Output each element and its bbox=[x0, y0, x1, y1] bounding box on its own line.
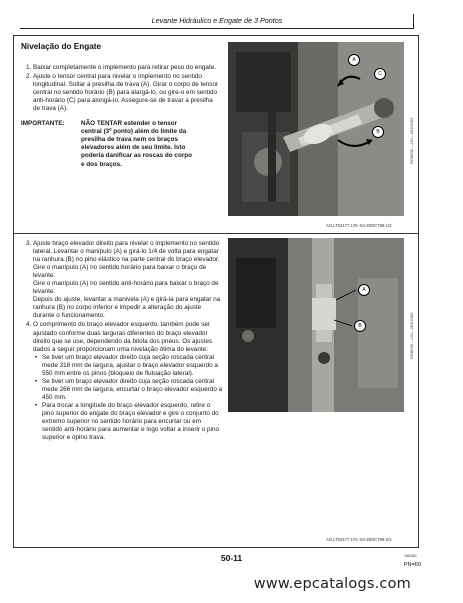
step-4 bbox=[33, 321, 223, 442]
step-3-p3: Gire o manípulo (A) no sentido anti-horário para baixar o braço de levante. bbox=[33, 280, 219, 296]
pn-code: PN=60 bbox=[403, 562, 421, 568]
header-mark bbox=[413, 14, 414, 28]
section-hitch-leveling bbox=[13, 35, 419, 234]
header-title: Levante Hidráulico e Engate de 3 Pontos bbox=[151, 16, 283, 25]
section-title: Nivelação do Engate bbox=[21, 42, 102, 51]
lift-arm-illustration bbox=[228, 238, 404, 412]
section2-reference: AG,LT04177,176 -54-28OCT99-2/2 bbox=[326, 537, 392, 542]
page-number: 50-11 bbox=[220, 553, 243, 563]
bullet-3: • Para trocar a longitude do braço elevador esquerdo, retire o pino superior do engate do braço elevador e gire o conjunto do extremo superior no sentido horário para encurtar ou em sentido anti-horário para aumentar e logo voltar a inserir o pino superior e opino trava. bbox=[42, 402, 223, 442]
page-header bbox=[20, 10, 414, 29]
photo2-code: RG8636 —UN—26JUN02 bbox=[409, 312, 414, 359]
top-link-photo bbox=[228, 42, 404, 216]
watermark-link[interactable]: www.epcatalogs.com bbox=[253, 576, 411, 592]
bullet-1: • Se tiver um braço elevador direito cuja seção roscada central mede 316 mm de largura, ajustar o braço elevador esquerdo a 550 mm entre os pinos (bloqueio de flutuação lateral). bbox=[42, 354, 223, 378]
step-2: 2. Ajuste o tensor central para nivelar o implemento no sentido longitudinal. Soltar a presilha de trava (A). Girar o corpo de tensor central no sentido horário (B) para alargá-lo, ou gire-o em sentido anti-horário (C) para alongá-lo. Assegure-se de travar a presilha de trava (A). bbox=[33, 73, 221, 113]
step-3-p4: Depois do ajuste, levantar a manivela (A) e girá-la para engatar na ranhura (B) no corpo inferior e impedir a alteração do ajuste durante o funcionamento. bbox=[33, 296, 221, 320]
step-1: 1. Baixar completamente o implemento para retirar peso do engate. bbox=[33, 64, 221, 72]
callout-a: A bbox=[348, 54, 360, 66]
section1-reference: AG,LT04177,176 -54-28OCT99-1/2 bbox=[326, 223, 392, 228]
step-3-p1: Ajuste braço elevador direito para nivelar o implemento no sentido lateral. Levantar o manípulo (A) e girá-lo 1/4 de volta para engatar na ranhura (B) no pino elástico na parte central do braço elevador. bbox=[33, 240, 220, 264]
important-text: NÃO TENTAR estender o tensor central (3º ponto) além do limite da presilha de trava nem os braços elevadores além de seu limite. Isto poderia danificar as roscas do corpo e dos braços. bbox=[81, 120, 193, 168]
important-label: IMPORTANTE: bbox=[21, 120, 65, 128]
section2-text bbox=[21, 240, 223, 443]
step-3-p2: Gire o manípulo (A) no sentido horário para baixar o braço de levante. bbox=[33, 264, 207, 280]
lift-arm-photo bbox=[228, 238, 404, 412]
date-code: 060301 bbox=[404, 554, 417, 558]
callout-c: C bbox=[374, 68, 386, 80]
section-lift-arm-adjust bbox=[13, 233, 419, 548]
section1-text bbox=[21, 64, 221, 169]
photo1-code: RG8635 —UN—26JUN02 bbox=[409, 117, 414, 164]
step-4-text: O comprimento do braço elevador esquerdo, também pode ser ajustado conforme duas larguras diferentes do braço elevador direito que se use, dependendo da bitola dos pneus. Os ajustes dados a seguir proporcionam uma nivelação ótima do levante: bbox=[33, 321, 213, 353]
bullet-2: • Se tiver um braço elevador direito cuja seção roscada central mede 266 mm de largura, encurtar o braço elevador esquerdo a 450 mm. bbox=[42, 378, 223, 402]
callout-b2: B bbox=[354, 320, 366, 332]
callout-b: B bbox=[372, 126, 384, 138]
step-3 bbox=[33, 240, 223, 320]
callout-a2: A bbox=[358, 284, 370, 296]
important-note bbox=[21, 120, 221, 168]
